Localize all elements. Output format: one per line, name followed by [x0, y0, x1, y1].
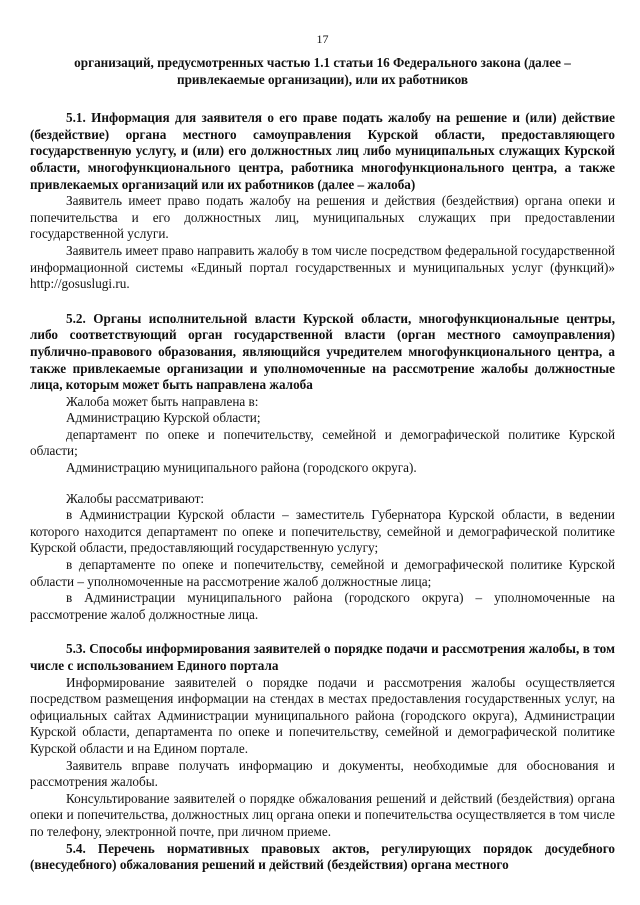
section-5-3	[30, 641, 615, 840]
section-5-4	[30, 841, 615, 874]
section-5-2-para-4: Администрацию муниципального района (городского округа).	[66, 460, 417, 476]
section-5-1-para-1: Заявитель имеет право подать жалобу на решения и действия (бездействия) органа опеки и попечительства и его должностных лиц, муниципальных служащих при предоставлении государственной услуги.	[30, 193, 615, 242]
section-5-1-heading: 5.1. Информация для заявителя о его праве подать жалобу на решение и (или) действие (бездействие) органа местного самоуправления Курской области, предоставляющего государственную услугу, и (или) его должностных лиц либо муниципальных служащих Курской области, многофункционального центра, работника многофункционального центра, а также привлекаемых организаций или их работников (далее – жалоба)	[30, 110, 615, 192]
section-5-1	[30, 110, 615, 293]
section-5-4-heading: 5.4. Перечень нормативных правовых актов, регулирующих порядок досудебного (внесудебного) обжалования решений и действий (бездействия) органа местного	[30, 840, 615, 873]
section-5-2-para-7: в департаменте по опеке и попечительству, семейной и демографической политике Курской области – уполномоченные на рассмотрение жалоб должностные лица;	[30, 557, 615, 589]
section-5-2-para-8: в Администрации муниципального района (городского округа) – уполномоченные на рассмотрение жалоб должностные лица.	[30, 590, 615, 622]
section-5-3-para-2: Заявитель вправе получать информацию и документы, необходимые для обоснования и рассмотрения жалобы.	[30, 757, 615, 790]
section-5-2-heading: 5.2. Органы исполнительной власти Курской области, многофункциональные центры, либо соответствующий орган государственной власти (орган местного самоуправления) публично-правового образования, являющийся учредителем многофункционального центра, а также привлекаемые организации и уполномоченные на рассмотрение жалобы должностные лица, которым может быть направлена жалоба	[30, 310, 615, 393]
section-5-3-para-1: Информирование заявителей о порядке подачи и рассмотрения жалобы осуществляется посредством размещения информации на стендах в местах предоставления государственных услуг, на официальных сайтах Администрации муниципального района (городского округа), Администрации Курской области, департамента по опеке и попечительству, семейной и демографической политике Курской области и на Едином портале.	[30, 674, 615, 756]
document-page	[30, 32, 615, 874]
section-5-3-heading: 5.3. Способы информирования заявителей о порядке подачи и рассмотрения жалобы, в том числе с использованием Единого портала	[30, 641, 615, 673]
section-5-2-para-6: в Администрации Курской области – заместитель Губернатора Курской области, в ведении которого находится департамент по опеке и попечительству, семейной и демографической политике Курской области, предоставляющий государственную услугу;	[30, 507, 615, 556]
page-number: 17	[316, 32, 329, 46]
top-heading: организаций, предусмотренных частью 1.1 статьи 16 Федерального закона (далее – привлекаемые организации), или их работников	[74, 55, 571, 87]
section-5-3-para-3: Консультирование заявителей о порядке обжалования решений и действий (бездействия) органа опеки и попечительства, должностных лиц органа опеки и попечительства осуществляется в том числе по телефону, электронной почте, при личном приеме.	[30, 790, 615, 839]
section-5-2-para-3: департамент по опеке и попечительству, семейной и демографической политике Курской области;	[30, 426, 615, 459]
section-5-2-para-2: Администрацию Курской области;	[66, 410, 261, 426]
section-5-2-para-1: Жалоба может быть направлена в:	[66, 393, 259, 409]
section-5-1-para-2: Заявитель имеет право направить жалобу в том числе посредством федеральной государственной информационной системы «Единый портал государственных и муниципальных услуг (функций)» http://gosuslugi.ru.	[30, 242, 615, 292]
section-5-2-para-5: Жалобы рассматривают:	[66, 490, 205, 506]
section-5-2	[30, 311, 615, 624]
